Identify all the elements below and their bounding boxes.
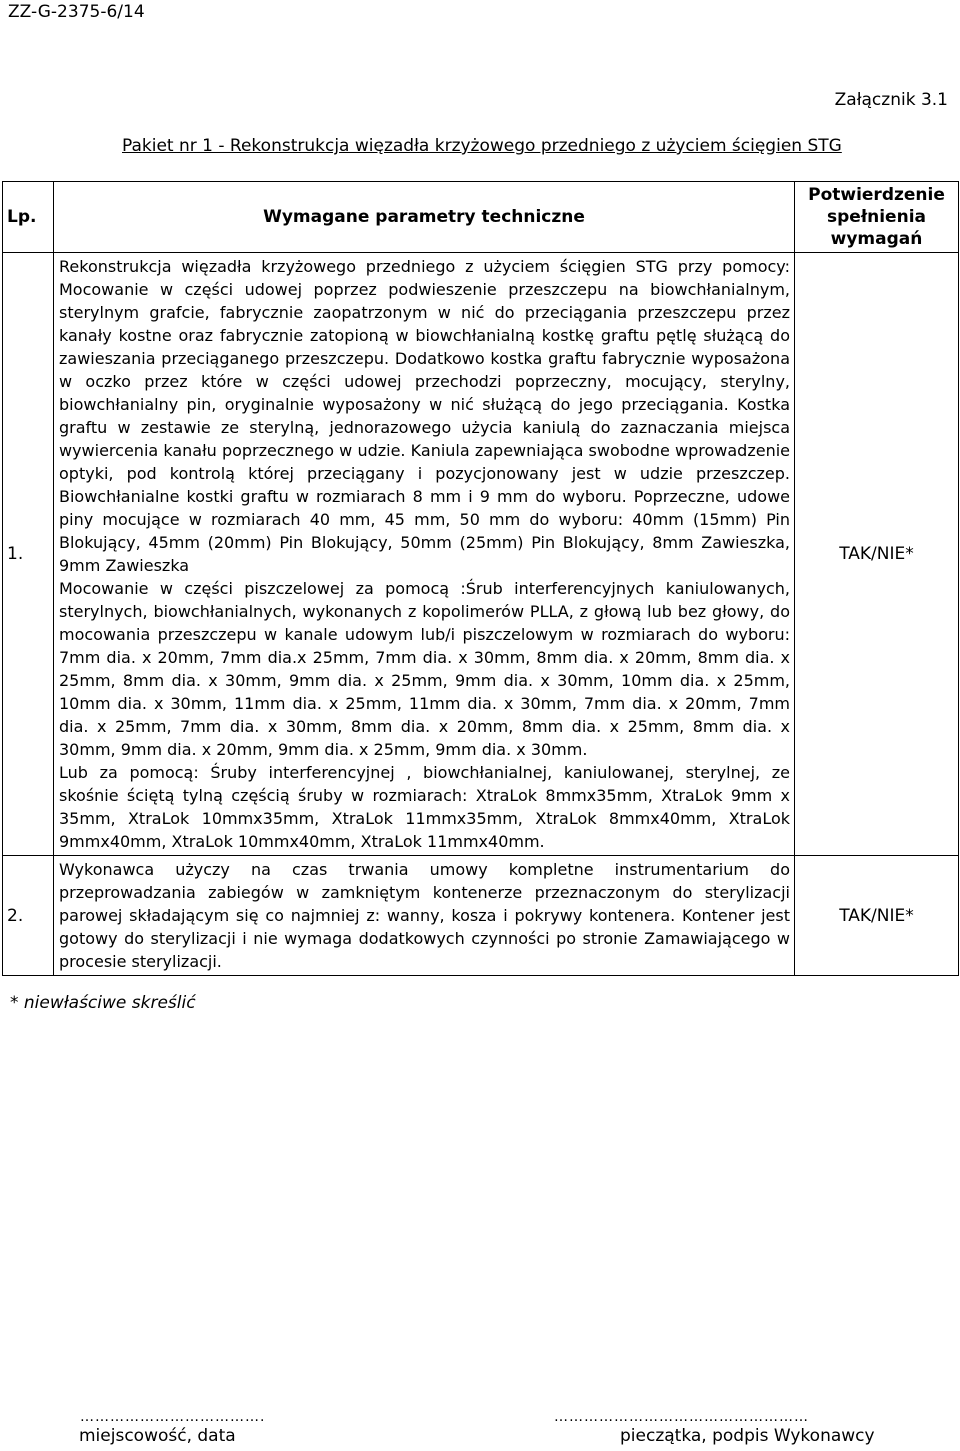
row-parameters — [54, 253, 795, 856]
row-parameters — [54, 856, 795, 976]
package-title: Pakiet nr 1 - Rekonstrukcja więzadła krzyżowego przedniego z użyciem ścięgien STG — [122, 136, 842, 156]
parameter-paragraph: Wykonawca użyczy na czas trwania umowy kompletne instrumentarium do przeprowadzania zabiegów w zamkniętym kontenerze przeznaczonym do sterylizacji parowej składającym się co najmniej z: wanny, kosza i pokrywy kontenera. Kontener jest gotowy do sterylizacji i nie wymaga dodatkowych czynności po stronie Zamawiającego w procesie sterylizacji. — [59, 860, 790, 971]
parameter-paragraph: Lub za pomocą: Śruby interferencyjnej , biowchłanialnej, kaniulowanej, sterylnej, ze skośnie ściętą tylną częścią śruby w rozmiarach: XtraLok 8mmx35mm, XtraLok 9mm x 35mm, XtraLok 10mmx35mm, XtraLok 11mmx35mm, XtraLok 8mmx40mm, XtraLok 9mmx40mm, XtraLok 10mmx40mm, XtraLok 11mmx40mm. — [59, 763, 790, 851]
place-date-label: miejscowość, data — [79, 1426, 236, 1446]
table-row — [3, 253, 959, 856]
table-row — [3, 856, 959, 976]
header-lp: Lp. — [3, 182, 54, 253]
attachment-label: Załącznik 3.1 — [834, 90, 948, 110]
signature-label: pieczątka, podpis Wykonawcy — [620, 1426, 875, 1446]
table-header-row — [3, 182, 959, 253]
row-number: 2. — [3, 856, 54, 976]
place-date-line: ………………………………. — [80, 1409, 266, 1425]
signature-line: …………………………………………… — [554, 1409, 809, 1425]
header-parameters: Wymagane parametry techniczne — [54, 182, 795, 253]
parameter-paragraph: Mocowanie w części piszczelowej za pomocą :Śrub interferencyjnych kaniulowanych, sterylnych, biowchłanialnych, wykonanych z kopolimerów PLLA, z głową lub bez głowy, do mocowania przeszczepu w kanale udowym lub/i piszczelowym w rozmiarach do wyboru: 7mm dia. x 20mm, 7mm dia.x 25mm, 7mm dia. x 30mm, 8mm dia. x 20mm, 8mm dia. x 25mm, 8mm dia. x 30mm, 9mm dia. x 25mm, 9mm dia. x 30mm, 10mm dia. x 25mm, 10mm dia. x 30mm, 11mm dia. x 25mm, 11mm dia. x 30mm, 7mm dia. x 20mm, 7mm dia. x 25mm, 7mm dia. x 30mm, 8mm dia. x 20mm, 8mm dia. x 25mm, 8mm dia. x 30mm, 9mm dia. x 20mm, 9mm dia. x 25mm, 9mm dia. x 30mm. — [59, 579, 790, 759]
header-confirmation: Potwierdzenie spełnienia wymagań — [795, 182, 959, 253]
row-confirmation: TAK/NIE* — [795, 856, 959, 976]
parameter-paragraph: Rekonstrukcja więzadła krzyżowego przedniego z użyciem ścięgien STG przy pomocy: Mocowanie w części udowej poprzez podwieszenie przeszczepu na biowchłanialnym, sterylnym grafcie, fabrycznie zaopatrzonym w nić do przeciągania przeszczepu przez kanały kostne oraz fabrycznie zatopioną w biowchłanialną kostkę graftu pętlę służącą do zawieszania przeciąganego przeszczepu. Dodatkowo kostka graftu fabrycznie wyposażona w oczko przez które w części udowej przechodzi poprzeczny, mocujący, sterylny, biowchłanialny pin, oryginalnie wyposażony w nić służącą do jego przeciągania. Kostka graftu w zestawie ze sterylną, jednorazowego użycia kaniulą do zaznaczania miejsca wywiercenia kanału poprzecznego w udzie. Kaniula zapewniająca swobodne wprowadzenie optyki, pod kontrolą której przeciągany i pozycjonowany jest w udzie przeszczep. Biowchłanialne kostki graftu w rozmiarach 8 mm i 9 mm do wyboru. Poprzeczne, udowe piny mocujące w rozmiarach 40 mm, 45 mm, 50 mm do wyboru: 40mm (15mm) Pin Blokujący, 45mm (20mm) Pin Blokujący, 50mm (25mm) Pin Blokujący, 8mm Zawieszka, 9mm Zawieszka — [59, 257, 790, 575]
row-confirmation: TAK/NIE* — [795, 253, 959, 856]
document-id: ZZ-G-2375-6/14 — [8, 2, 145, 22]
footnote: * niewłaściwe skreślić — [10, 993, 196, 1013]
row-number: 1. — [3, 253, 54, 856]
requirements-table — [2, 181, 959, 976]
